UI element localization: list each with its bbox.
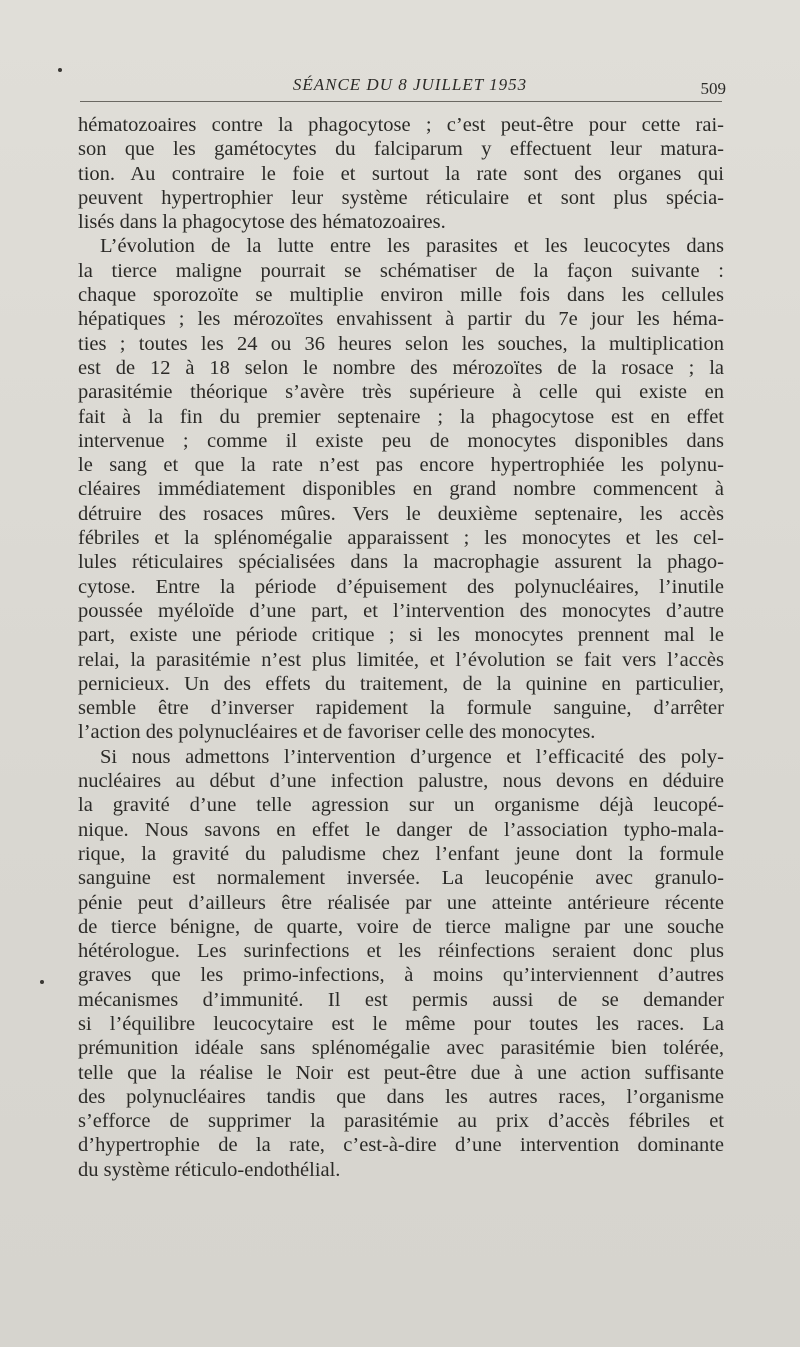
text-line: rique, la gravité du paludisme chez l’enfant jeune dont la formule <box>78 842 724 865</box>
text-line: fait à la fin du premier septenaire ; la phagocytose est en effet <box>78 405 724 428</box>
text-line: hématozoaires contre la phagocytose ; c’est peut-être pour cette rai- <box>78 114 724 136</box>
text-line: telle que la réalise le Noir est peut-être due à une action suffisante <box>78 1061 724 1084</box>
text-line: la gravité d’une telle agression sur un organisme déjà leucopé- <box>78 794 724 817</box>
text-line: des polynucléaires tandis que dans les autres races, l’organisme <box>78 1085 724 1108</box>
text-line: de tierce bénigne, de quarte, voire de tierce maligne par une souche <box>78 915 724 938</box>
body-text <box>78 113 724 1182</box>
text-line: est de 12 à 18 selon le nombre des mérozoïtes de la rosace ; la <box>78 356 724 379</box>
text-line: cytose. Entre la période d’épuisement des polynucléaires, l’inutile <box>78 575 724 598</box>
text-line: semble être d’inverser rapidement la formule sanguine, d’arrêter <box>78 697 724 720</box>
text-line: part, existe une période critique ; si les monocytes prennent mal le <box>78 624 724 647</box>
text-line: intervenue ; comme il existe peu de monocytes disponibles dans <box>78 429 724 452</box>
text-line: du système réticulo-endothélial. <box>78 1158 341 1181</box>
text-line: nique. Nous savons en effet le danger de l’association typho-mala- <box>78 818 724 841</box>
text-line: la tierce maligne pourrait se schématiser de la façon suivante : <box>78 259 724 282</box>
text-line: d’hypertrophie de la rate, c’est-à-dire d’une intervention dominante <box>78 1134 724 1157</box>
text-line: hépatiques ; les mérozoïtes envahissent à partir du 7e jour les héma- <box>78 308 724 331</box>
text-line: chaque sporozoïte se multiplie environ mille fois dans les cellules <box>78 284 724 307</box>
header-rule <box>80 101 722 102</box>
text-line: sanguine est normalement inversée. La leucopénie avec granulo- <box>78 867 724 890</box>
page-speck <box>40 980 44 984</box>
text-line: parasitémie théorique s’avère très supérieure à celle qui existe en <box>78 381 724 404</box>
text-line: hétérologue. Les surinfections et les réinfections seraient donc plus <box>78 940 724 963</box>
paragraph-first-line: L’évolution de la lutte entre les parasites et les leucocytes dans <box>100 235 724 258</box>
text-line: lules réticulaires spécialisées dans la macrophagie assurent la phago- <box>78 551 724 574</box>
text-line: tion. Au contraire le foie et surtout la rate sont des organes qui <box>78 162 724 185</box>
paragraph-first-line: Si nous admettons l’intervention d’urgence et l’efficacité des poly- <box>100 745 724 768</box>
text-line: détruire des rosaces mûres. Vers le deuxième septenaire, les accès <box>78 502 724 525</box>
text-line: lisés dans la phagocytose des hématozoaires. <box>78 211 446 234</box>
running-header <box>0 73 800 97</box>
text-line: s’efforce de supprimer la parasitémie au prix d’accès fébriles et <box>78 1110 724 1133</box>
text-line: ties ; toutes les 24 ou 36 heures selon les souches, la multiplication <box>78 332 724 355</box>
text-line: cléaires immédiatement disponibles en grand nombre commencent à <box>78 478 724 501</box>
text-line: si l’équilibre leucocytaire est le même pour toutes les races. La <box>78 1012 724 1035</box>
text-line: prémunition idéale sans splénomégalie avec parasitémie bien tolérée, <box>78 1037 724 1060</box>
text-line: relai, la parasitémie n’est plus limitée, et l’évolution se fait vers l’accès <box>78 648 724 671</box>
text-line: le sang et que la rate n’est pas encore hypertrophiée les polynu- <box>78 454 724 477</box>
text-line: fébriles et la splénomégalie apparaissent ; les monocytes et les cel- <box>78 527 724 550</box>
text-line: peuvent hypertrophier leur système réticulaire et sont plus spécia- <box>78 186 724 209</box>
running-title: SÉANCE DU 8 JUILLET 1953 <box>292 75 528 94</box>
text-line: l’action des polynucléaires et de favoriser celle des monocytes. <box>78 721 596 744</box>
text-line: pernicieux. Un des effets du traitement, de la quinine en particulier, <box>78 672 724 695</box>
page-number: 509 <box>700 79 726 98</box>
page-speck <box>58 68 62 72</box>
text-line: son que les gamétocytes du falciparum y effectuent leur matura- <box>78 138 724 161</box>
text-line: poussée myéloïde d’une part, et l’intervention des monocytes d’autre <box>78 599 724 622</box>
text-line: graves que les primo-infections, à moins qu’interviennent d’autres <box>78 964 724 987</box>
text-line: pénie peut d’ailleurs être réalisée par une atteinte antérieure récente <box>78 891 724 914</box>
text-line: nucléaires au début d’une infection palustre, nous devons en déduire <box>78 770 724 793</box>
text-line: mécanismes d’immunité. Il est permis aussi de se demander <box>78 988 724 1011</box>
